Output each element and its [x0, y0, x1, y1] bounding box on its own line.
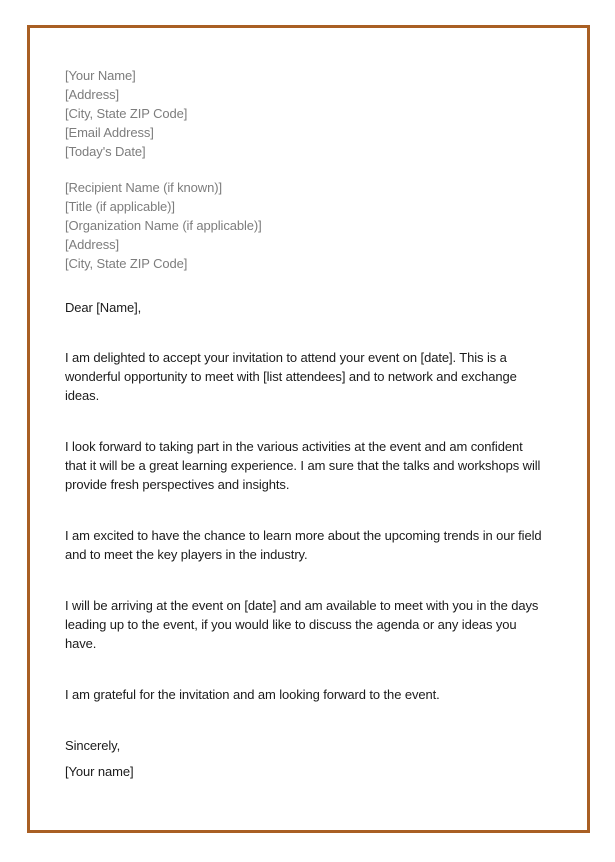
recipient-name-line: [Recipient Name (if known)]	[65, 180, 222, 195]
body-paragraph-5: I am grateful for the invitation and am looking forward to the event.	[65, 687, 440, 702]
recipient-city-line: [City, State ZIP Code]	[65, 256, 188, 271]
signature-line: [Your name]	[65, 764, 134, 779]
recipient-address-line: [Address]	[65, 237, 120, 252]
sender-city-line: [City, State ZIP Code]	[65, 106, 188, 121]
recipient-organization-line: [Organization Name (if applicable)]	[65, 218, 262, 233]
body-paragraph-4: I will be arriving at the event on [date] and am available to meet with you in the days leading up to the event, if you would like to discuss the agenda or any ideas you have.	[65, 598, 539, 651]
sender-address-block	[65, 66, 547, 161]
salutation: Dear [Name],	[65, 300, 142, 315]
body-paragraph-3: I am excited to have the chance to learn more about the upcoming trends in our field and to meet the key players in the industry.	[65, 528, 542, 562]
recipient-title-line: [Title (if applicable)]	[65, 199, 175, 214]
letter-content	[65, 66, 547, 781]
sender-name-line: [Your Name]	[65, 68, 136, 83]
sender-address-line: [Address]	[65, 87, 120, 102]
body-paragraph-1: I am delighted to accept your invitation to attend your event on [date]. This is a wonderful opportunity to meet with [list attendees] and to network and exchange ideas.	[65, 350, 517, 403]
sender-date-line: [Today's Date]	[65, 144, 146, 159]
closing-line: Sincerely,	[65, 738, 121, 753]
body-paragraph-2: I look forward to taking part in the various activities at the event and am confident that it will be a great learning experience. I am sure that the talks and workshops will provide fresh perspectives and insights.	[65, 439, 541, 492]
sender-email-line: [Email Address]	[65, 125, 154, 140]
recipient-address-block	[65, 178, 547, 273]
